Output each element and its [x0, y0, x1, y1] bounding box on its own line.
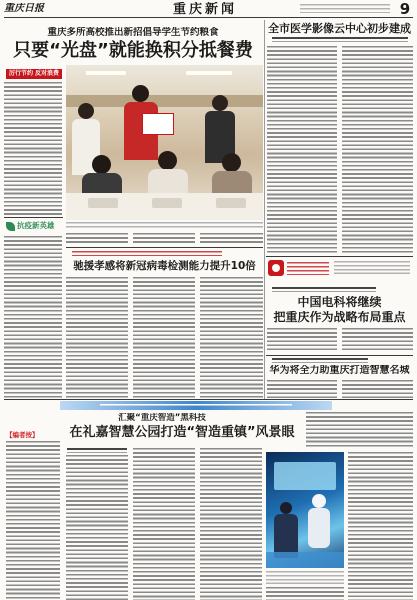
- hero-body-column: [133, 277, 195, 398]
- hero-body-column: [200, 277, 263, 398]
- visitor-head: [280, 502, 292, 514]
- medical-subheadline: [272, 37, 408, 42]
- column-tag: 厉行节约 反对浪费: [6, 69, 62, 79]
- expo-logo-mark: [272, 264, 280, 272]
- food-tray: [152, 198, 182, 208]
- hero-kicker: [72, 251, 222, 256]
- page-number: 9: [399, 1, 411, 17]
- header-rule: [4, 17, 413, 18]
- lijia-subhead: [67, 448, 127, 453]
- editor-note-sidebar: [4, 428, 62, 600]
- hero-headline: 驰援孝感将新冠病毒检测能力提升10倍: [73, 260, 256, 272]
- lead-body-column: [133, 233, 195, 245]
- lead-subheadline: 重庆多所高校推出新招倡导学生节约粮食: [47, 27, 219, 38]
- ceiling-light: [86, 71, 126, 75]
- smart-park-photo: [266, 452, 344, 568]
- lijia-body-column: [200, 448, 262, 600]
- huawei-body-column: [342, 380, 413, 398]
- photo-caption: [66, 222, 263, 230]
- food-tray: [88, 198, 118, 208]
- cetc-headline-line2: 把重庆作为战略布局重点: [273, 311, 406, 324]
- robot-head: [312, 494, 326, 508]
- huawei-kicker: [272, 358, 368, 363]
- cetc-kicker: [272, 287, 376, 292]
- ceiling-light: [186, 71, 232, 75]
- medical-body-column: [342, 46, 413, 254]
- lijia-body-under-photo: [266, 587, 344, 600]
- hero-badge-label: 抗疫新英雄: [17, 221, 55, 230]
- serving-counter: [66, 95, 263, 107]
- student-head: [78, 103, 94, 119]
- medical-bottom-rule: [266, 256, 413, 257]
- lijia-kicker: 汇聚“重庆智造”黑科技: [118, 413, 206, 423]
- display-screen: [274, 462, 336, 490]
- cetc-body-column: [342, 328, 413, 352]
- student-head: [92, 155, 111, 174]
- expo-badge: [268, 259, 330, 277]
- editor-note-label: 【编者按】: [6, 431, 39, 439]
- hero-body-column: [66, 277, 128, 398]
- medical-body-column: [267, 46, 337, 254]
- section-rule: [4, 399, 413, 400]
- lijia-body-column: [133, 448, 195, 600]
- student-head: [222, 153, 241, 172]
- smart-park-caption: [266, 571, 344, 584]
- robot-body: [308, 508, 330, 548]
- lead-body-column: [66, 233, 128, 245]
- expo-badge-text: [287, 262, 329, 275]
- expo-banner-text: [100, 404, 292, 407]
- cetc-headline-line1: 中国电科将继续: [297, 296, 382, 309]
- cetc-bottom-rule: [266, 355, 413, 356]
- editor-note-text: [6, 441, 60, 600]
- huawei-body-column: [267, 380, 337, 398]
- lead-headline: 只要“光盘”就能换积分抵餐费: [13, 40, 253, 61]
- medical-headline: 全市医学影像云中心初步建成: [268, 22, 411, 35]
- lead-left-rule: [4, 217, 63, 218]
- column-divider: [264, 20, 265, 399]
- issue-info-line: [300, 4, 390, 13]
- masthead-logo: 重庆日报: [4, 3, 44, 14]
- student-head: [132, 85, 149, 102]
- cetc-body-column: [267, 328, 337, 352]
- lead-body-column: [200, 233, 263, 245]
- lead-bottom-rule: [66, 247, 263, 248]
- cafeteria-photo: [66, 65, 263, 220]
- hero-body-column-left: [4, 236, 62, 398]
- lijia-body-column-right: [348, 452, 413, 600]
- lijia-body-top-right: [306, 412, 413, 449]
- campaign-sign: [142, 113, 174, 135]
- huawei-headline: 华为将全力助重庆打造智慧名城: [269, 365, 410, 376]
- student-head: [158, 151, 177, 170]
- hero-column-badge: [6, 220, 64, 232]
- section-title: 重庆新闻: [172, 2, 237, 17]
- lead-body-column-left: [4, 82, 62, 215]
- floor-glow: [266, 552, 344, 568]
- expo-badge-note: [334, 261, 410, 274]
- food-tray: [216, 198, 246, 208]
- expo-banner: [60, 401, 332, 410]
- leaf-icon: [6, 222, 15, 231]
- lijia-headline: 在礼嘉智慧公园打造“智造重镇”风景眼: [69, 425, 295, 440]
- student-head: [212, 95, 228, 111]
- lijia-body-column: [66, 455, 128, 600]
